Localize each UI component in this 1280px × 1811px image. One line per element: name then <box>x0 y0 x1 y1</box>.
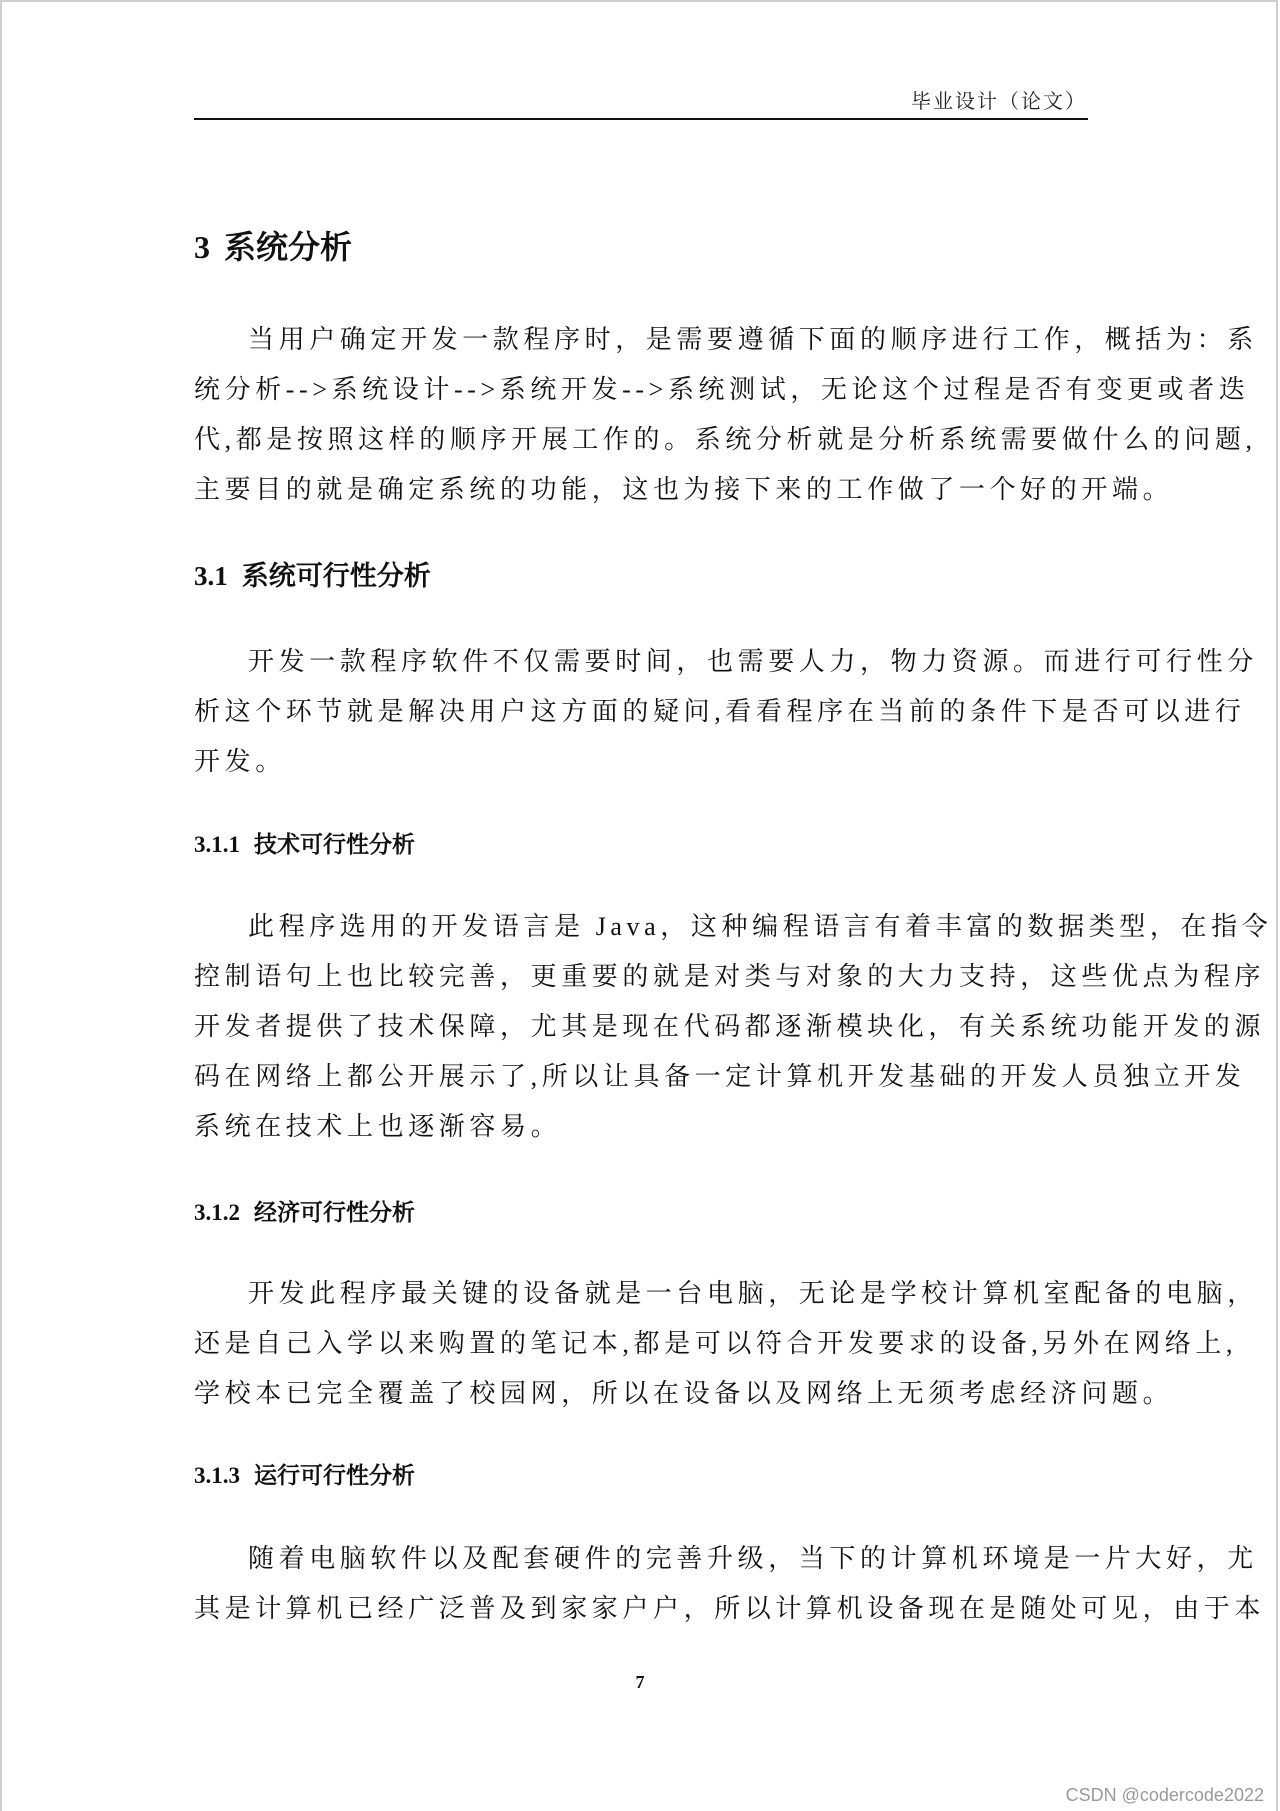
paragraph-line: 此程序选用的开发语言是 Java，这种编程语言有着丰富的数据类型，在指令 <box>248 912 1273 941</box>
header-rule <box>194 118 1088 120</box>
paragraph-line: 系统在技术上也逐渐容易。 <box>194 1112 562 1141</box>
section-number: 3.1 <box>194 561 228 591</box>
running-header: 毕业设计（论文） <box>911 91 1087 113</box>
csdn-watermark: CSDN @codercode2022 <box>1065 1785 1264 1805</box>
paragraph-line: 随着电脑软件以及配套硬件的完善升级，当下的计算机环境是一片大好，尤 <box>248 1544 1258 1573</box>
section-number: 3.1.2 <box>194 1200 240 1225</box>
paragraph-line: 代,都是按照这样的顺序开展工作的。系统分析就是分析系统需要做什么的问题, <box>194 425 1257 454</box>
paragraph-line: 统分析-->系统设计-->系统开发-->系统测试，无论这个过程是否有变更或者迭 <box>194 375 1250 404</box>
section-title: 技术可行性分析 <box>254 832 415 857</box>
paragraph-line: 开发一款程序软件不仅需要时间，也需要人力，物力资源。而进行可行性分 <box>248 647 1258 676</box>
section-3-1-2-paragraph <box>194 1269 1258 1419</box>
section-heading-3-1-3 <box>194 1461 415 1491</box>
section-heading-3-1 <box>194 559 431 593</box>
paragraph-line: 开发。 <box>194 747 286 776</box>
chapter-title: 系统分析 <box>224 229 353 265</box>
section-number: 3.1.1 <box>194 832 240 857</box>
section-3-1-1-paragraph <box>194 902 1273 1152</box>
page-number: 7 <box>635 1672 645 1692</box>
section-heading-3-1-2 <box>194 1198 415 1228</box>
paragraph-line: 其是计算机已经广泛普及到家家户户，所以计算机设备现在是随处可见，由于本 <box>194 1594 1266 1623</box>
paragraph-line: 开发者提供了技术保障，尤其是现在代码都逐渐模块化，有关系统功能开发的源 <box>194 1012 1266 1041</box>
paragraph-line: 当用户确定开发一款程序时，是需要遵循下面的顺序进行工作，概括为：系 <box>248 325 1258 354</box>
section-title: 运行可行性分析 <box>254 1463 415 1488</box>
paragraph-line: 学校本已完全覆盖了校园网，所以在设备以及网络上无须考虑经济问题。 <box>194 1379 1174 1408</box>
paragraph-line: 码在网络上都公开展示了,所以让具备一定计算机开发基础的开发人员独立开发 <box>194 1062 1246 1091</box>
section-title: 系统可行性分析 <box>241 561 431 591</box>
chapter-intro-paragraph <box>194 315 1258 515</box>
paragraph-line: 主要目的就是确定系统的功能，这也为接下来的工作做了一个好的开端。 <box>194 475 1174 504</box>
paragraph-line: 还是自己入学以来购置的笔记本,都是可以符合开发要求的设备,另外在网络上, <box>194 1329 1238 1358</box>
paragraph-line: 开发此程序最关键的设备就是一台电脑，无论是学校计算机室配备的电脑， <box>248 1279 1258 1308</box>
section-number: 3.1.3 <box>194 1463 240 1488</box>
paragraph-line: 析这个环节就是解决用户这方面的疑问,看看程序在当前的条件下是否可以进行 <box>194 697 1246 726</box>
section-3-1-paragraph <box>194 637 1258 787</box>
paragraph-line: 控制语句上也比较完善，更重要的就是对类与对象的大力支持，这些优点为程序 <box>194 962 1266 991</box>
chapter-number: 3 <box>194 229 210 265</box>
section-heading-3-1-1 <box>194 830 415 860</box>
section-title: 经济可行性分析 <box>254 1200 415 1225</box>
chapter-heading <box>194 227 352 267</box>
section-3-1-3-paragraph <box>194 1534 1266 1634</box>
